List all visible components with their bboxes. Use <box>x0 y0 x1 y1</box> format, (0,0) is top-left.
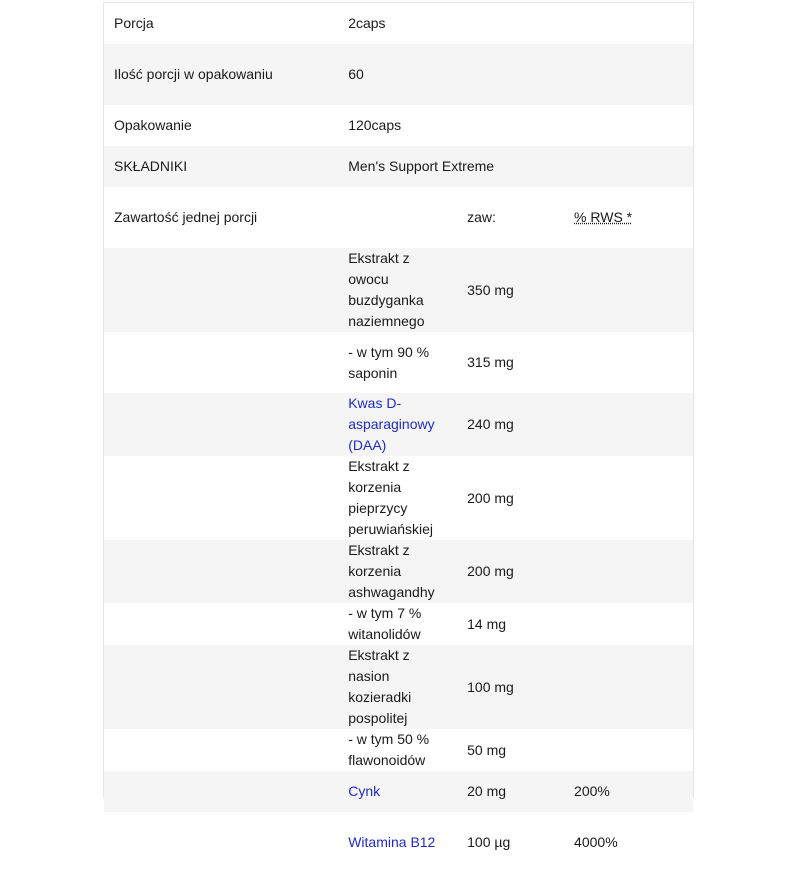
table-row-ingredients-title <box>104 146 693 187</box>
ingredient-rws <box>574 248 693 332</box>
row-label: Opakowanie <box>104 105 336 146</box>
ingredient-amount: 100 mg <box>455 645 574 729</box>
table-row <box>104 729 693 771</box>
ingredient-amount: 350 mg <box>455 248 574 332</box>
table-row-serving <box>104 3 693 44</box>
table-row-header <box>104 187 693 248</box>
table-row-package <box>104 105 693 146</box>
row-label: Ilość porcji w opakowaniu <box>104 44 336 105</box>
amount-header: zaw: <box>455 187 574 248</box>
ingredient-rws <box>574 645 693 729</box>
header-empty-cell <box>336 187 455 248</box>
ingredient-rws <box>574 393 693 456</box>
ingredient-rws <box>574 729 693 771</box>
rws-header <box>574 187 693 248</box>
table-row <box>104 603 693 645</box>
ingredient-name: Ekstrakt z nasion kozieradki pospolitej <box>336 645 455 729</box>
row-value: 120caps <box>336 105 693 146</box>
row-value: Men's Support Extreme <box>336 146 693 187</box>
ingredient-name: - w tym 7 % witanolidów <box>336 603 455 645</box>
ingredient-name: Ekstrakt z korzenia pieprzycy peruwiańskiej <box>336 456 455 540</box>
table-row <box>104 248 693 332</box>
ingredient-rws <box>574 603 693 645</box>
table-row <box>104 645 693 729</box>
ingredient-amount: 240 mg <box>455 393 574 456</box>
ingredient-amount: 20 mg <box>455 771 574 812</box>
table-row <box>104 540 693 603</box>
ingredient-name: - w tym 90 % saponin <box>336 332 455 393</box>
ingredient-rws <box>574 456 693 540</box>
ingredient-name: Ekstrakt z owocu buzdyganka naziemnego <box>336 248 455 332</box>
ingredient-amount: 200 mg <box>455 456 574 540</box>
ingredient-amount: 50 mg <box>455 729 574 771</box>
table-row <box>104 332 693 393</box>
row-value: 60 <box>336 44 693 105</box>
rws-header-text: % RWS * <box>574 209 633 225</box>
ingredient-rws <box>574 540 693 603</box>
serving-content-label: Zawartość jednej porcji <box>104 187 336 248</box>
ingredient-rws <box>574 332 693 393</box>
ingredient-link-daa[interactable]: Kwas D-asparaginowy (DAA) <box>348 395 435 453</box>
supplement-facts-table <box>104 3 693 873</box>
ingredient-amount: 200 mg <box>455 540 574 603</box>
ingredient-rws: 200% <box>574 771 693 812</box>
row-label: Porcja <box>104 3 336 44</box>
table-row <box>104 812 693 873</box>
row-value: 2caps <box>336 3 693 44</box>
ingredient-amount: 100 µg <box>455 812 574 873</box>
ingredient-rws: 4000% <box>574 812 693 873</box>
ingredient-link-zinc[interactable]: Cynk <box>348 783 381 799</box>
row-label: SKŁADNIKI <box>104 146 336 187</box>
table-row <box>104 393 693 456</box>
ingredient-name: Ekstrakt z korzenia ashwagandhy <box>336 540 455 603</box>
table-row <box>104 456 693 540</box>
ingredient-link-vitamin-b12[interactable]: Witamina B12 <box>348 834 436 850</box>
table-row-servings-per-container <box>104 44 693 105</box>
ingredient-name: - w tym 50 % flawonoidów <box>336 729 455 771</box>
ingredient-amount: 315 mg <box>455 332 574 393</box>
supplement-facts-table-container <box>103 2 694 850</box>
ingredient-amount: 14 mg <box>455 603 574 645</box>
table-row <box>104 771 693 812</box>
